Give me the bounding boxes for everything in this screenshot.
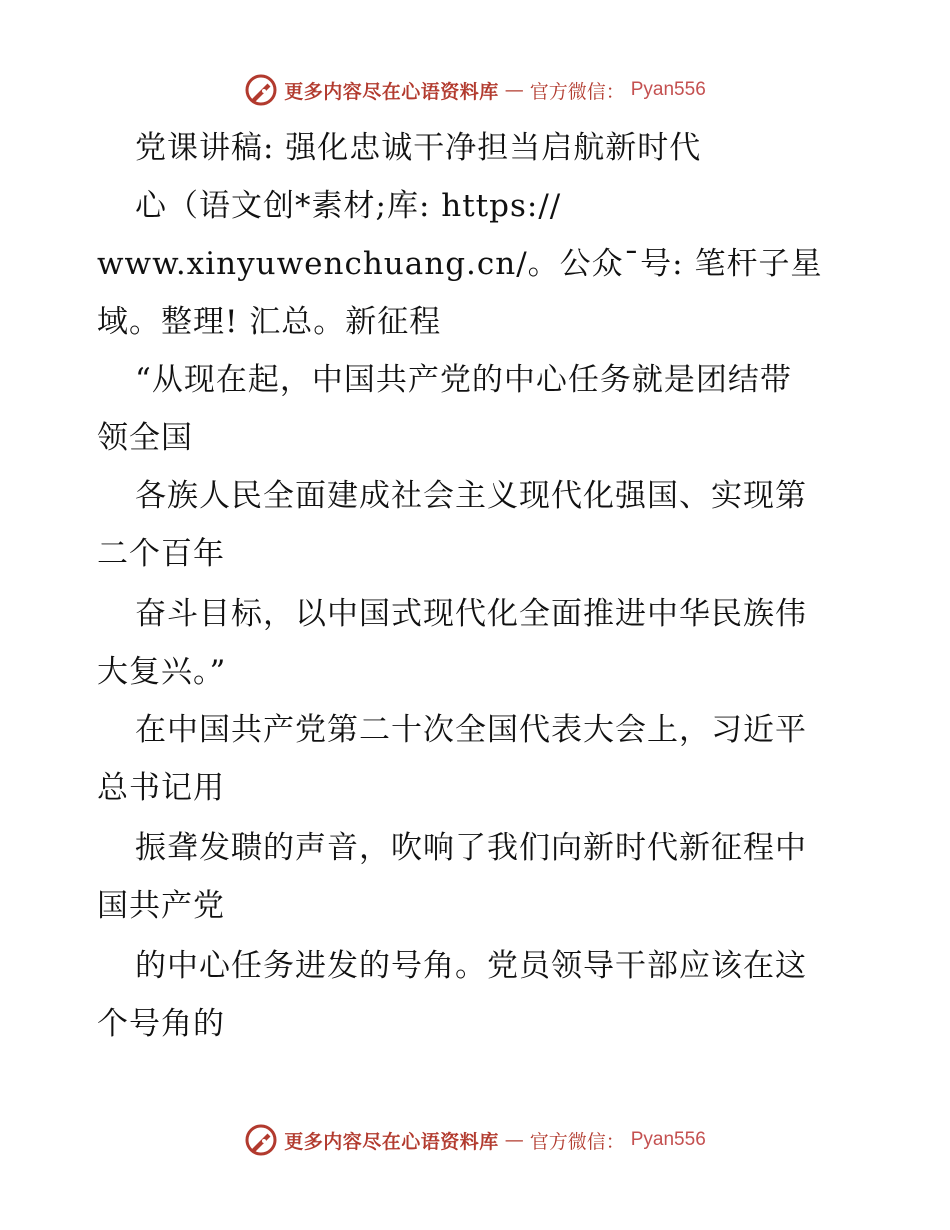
text-line: 的中心任务进发的号角。党员领导干部应该在这	[135, 948, 807, 984]
text-line: 各族人民全面建成社会主义现代化强国、实现第	[135, 478, 807, 514]
banner-official-label: 官方微信：	[529, 1130, 625, 1153]
banner-wechat-id: Pyan556	[630, 79, 706, 100]
text-line: 振聋发聩的声音，吹响了我们向新时代新征程中	[135, 830, 807, 866]
text-line: 个号角的	[97, 1006, 225, 1042]
text-line: 奋斗目标，以中国式现代化全面推进中华民族伟	[135, 596, 807, 632]
text-line: 在中国共产党第二十次全国代表大会上，习近平	[135, 712, 807, 748]
banner-wechat-id: Pyan556	[630, 1129, 706, 1150]
banner-title: 更多内容尽在心语资料库	[284, 80, 499, 103]
footer-banner	[0, 1120, 950, 1160]
text-line: 国共产党	[97, 888, 225, 924]
pen-logo-icon	[244, 1123, 278, 1157]
banner-official-label: 官方微信：	[529, 80, 625, 103]
text-line: 大复兴。”	[97, 654, 227, 690]
text-line: 二个百年	[97, 536, 225, 572]
banner-separator: —	[504, 79, 524, 101]
text-line: “从现在起，中国共产党的中心任务就是团结带	[135, 362, 792, 398]
text-line: 总书记用	[97, 770, 225, 806]
text-line: 领全国	[97, 420, 193, 456]
banner-separator: —	[504, 1129, 524, 1151]
text-line: www.xinyuwenchuang.cn/。公众¯号: 笔杆子星	[97, 246, 823, 282]
text-line: 心（语文创*素材;库: https://	[135, 188, 562, 224]
banner-title: 更多内容尽在心语资料库	[284, 1130, 499, 1153]
text-line: 域。整理! 汇总。新征程	[97, 304, 442, 340]
pen-logo-icon	[244, 73, 278, 107]
header-banner	[0, 70, 950, 110]
text-line: 党课讲稿: 强化忠诚干净担当启航新时代	[135, 130, 702, 166]
